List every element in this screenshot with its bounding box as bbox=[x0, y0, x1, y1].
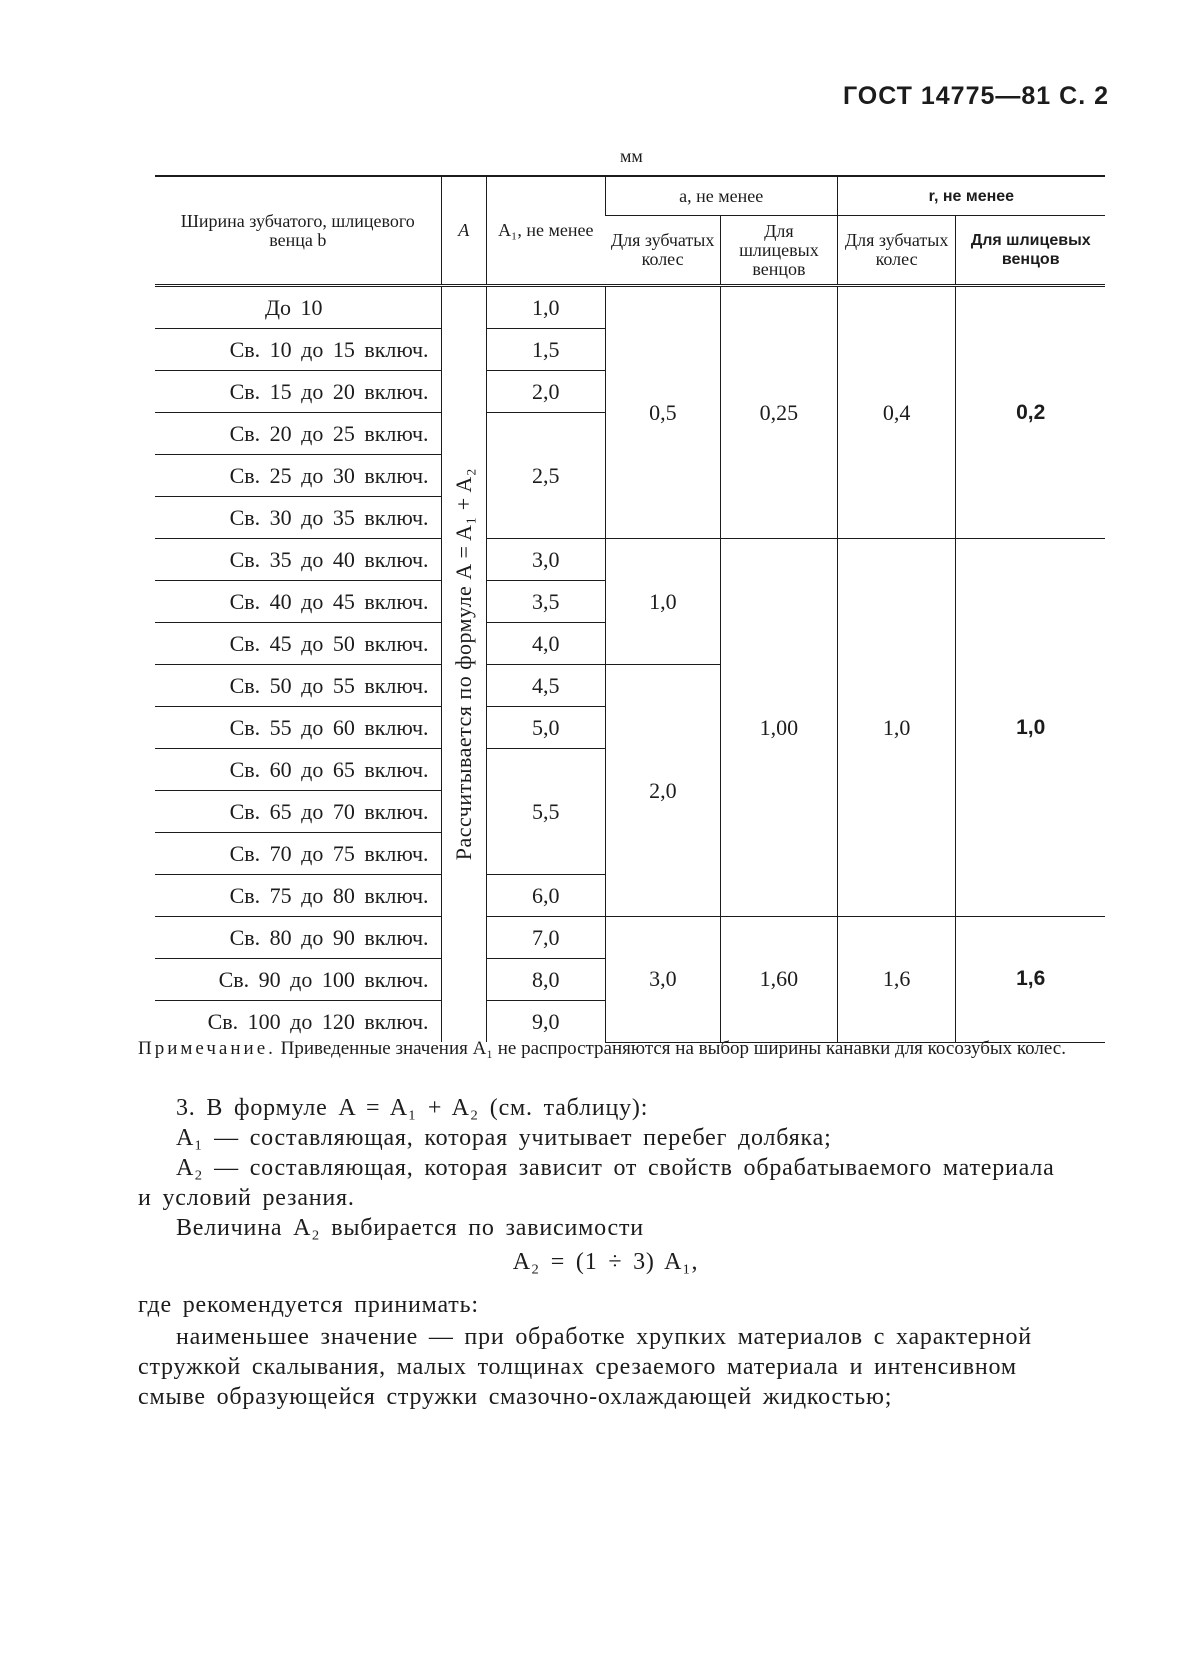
formula-vertical-text: Рассчитывается по формуле A = A₁ + A₂ bbox=[450, 468, 476, 861]
table-cell-a-gear: 2,0 bbox=[605, 665, 721, 917]
subheader-r-gear: Для зубчатых колес bbox=[837, 216, 956, 286]
paragraph-a1-definition: A₁ — составляющая, которая учитывает перебег долбяка; bbox=[176, 1125, 832, 1151]
col-header-b: Ширина зубчатого, шлицевого венца b bbox=[155, 176, 441, 286]
table-cell-r-gear: 0,4 bbox=[837, 286, 956, 539]
table-cell-a1: 5,0 bbox=[486, 707, 605, 749]
table-row-b: Св. 25 до 30 включ. bbox=[155, 455, 441, 497]
note-text: Приведенные значения A₁ не распространяются на выбор ширины канавки для косозубых колес. bbox=[280, 1038, 1066, 1059]
formula-cell bbox=[441, 286, 486, 1043]
table-cell-a1: 5,5 bbox=[486, 749, 605, 875]
table-row-b: Св. 65 до 70 включ. bbox=[155, 791, 441, 833]
col-header-a: A bbox=[441, 176, 486, 286]
table-row-b: Св. 30 до 35 включ. bbox=[155, 497, 441, 539]
table-cell-a1: 7,0 bbox=[486, 917, 605, 959]
groove-width-table bbox=[155, 175, 1105, 1043]
paragraph-min-value: наименьшее значение — при обработке хрупких материалов с характерной стружкой скалывания, малых толщинах срезаемого материала и интенсивном смыве образующейся стружки смазочно-охлаждающей жидкостью; bbox=[138, 1324, 1032, 1410]
table-row-b: Св. 70 до 75 включ. bbox=[155, 833, 441, 875]
table-row-b: Св. 45 до 50 включ. bbox=[155, 623, 441, 665]
table-cell-a1: 3,0 bbox=[486, 539, 605, 581]
col-header-a1: A₁, не менее bbox=[486, 176, 605, 286]
table-cell-a1: 2,5 bbox=[486, 413, 605, 539]
table-row-b: Св. 60 до 65 включ. bbox=[155, 749, 441, 791]
table-cell-a1: 1,5 bbox=[486, 329, 605, 371]
table-row-b: Св. 80 до 90 включ. bbox=[155, 917, 441, 959]
table-cell-a-gear: 3,0 bbox=[605, 917, 721, 1043]
table-row-b: Св. 20 до 25 включ. bbox=[155, 413, 441, 455]
subheader-r-spline: Для шлицевых венцов bbox=[956, 216, 1105, 286]
table-row-b: Св. 35 до 40 включ. bbox=[155, 539, 441, 581]
table-row-b: Св. 10 до 15 включ. bbox=[155, 329, 441, 371]
table-cell-a1: 4,5 bbox=[486, 665, 605, 707]
running-head: ГОСТ 14775—81 С. 2 bbox=[842, 82, 1109, 110]
table-note bbox=[138, 1037, 1073, 1061]
paragraph-recommend: где рекомендуется принимать: bbox=[138, 1292, 479, 1318]
table-row-b: До 10 bbox=[155, 286, 441, 329]
table-cell-r-spline: 0,2 bbox=[956, 286, 1105, 539]
table-row-b: Св. 15 до 20 включ. bbox=[155, 371, 441, 413]
table-cell-r-spline: 1,6 bbox=[956, 917, 1105, 1043]
table-cell-r-gear: 1,6 bbox=[837, 917, 956, 1043]
table-cell-a-gear: 1,0 bbox=[605, 539, 721, 665]
table-row-b: Св. 55 до 60 включ. bbox=[155, 707, 441, 749]
table-row-b: Св. 90 до 100 включ. bbox=[155, 959, 441, 1001]
paragraph-3: 3. В формуле A = A₁ + A₂ (см. таблицу): bbox=[176, 1095, 649, 1121]
table-row-b: Св. 100 до 120 включ. bbox=[207, 1008, 429, 1034]
paragraph-a2-definition: A₂ — составляющая, которая зависит от свойств обрабатываемого материала и условий резания. bbox=[138, 1155, 1055, 1211]
table-cell-a1: 9,0 bbox=[486, 1001, 605, 1043]
table-cell-a1: 4,0 bbox=[486, 623, 605, 665]
paragraph-a2-choice: Величина A₂ выбирается по зависимости bbox=[176, 1215, 644, 1241]
formula-a2: A₂ = (1 ÷ 3) A₁, bbox=[512, 1249, 699, 1275]
table-row-b: Св. 40 до 45 включ. bbox=[155, 581, 441, 623]
note-label: Примечание. bbox=[138, 1038, 276, 1059]
table-cell-a-spline: 0,25 bbox=[721, 286, 838, 539]
table-cell-r-gear: 1,0 bbox=[837, 539, 956, 917]
table-cell-a1: 2,0 bbox=[486, 371, 605, 413]
table-cell-a-gear: 0,5 bbox=[605, 286, 721, 539]
subheader-a-spline: Для шлицевых венцов bbox=[721, 216, 838, 286]
group-header-r: r, не менее bbox=[837, 176, 1105, 216]
subheader-a-gear: Для зубчатых колес bbox=[605, 216, 721, 286]
table-row-b: Св. 75 до 80 включ. bbox=[155, 875, 441, 917]
table-row-b: Св. 50 до 55 включ. bbox=[155, 665, 441, 707]
table-cell-a1: 1,0 bbox=[486, 286, 605, 329]
table-cell-a1: 8,0 bbox=[486, 959, 605, 1001]
table-cell-a-spline: 1,00 bbox=[721, 539, 838, 917]
group-header-a: a, не менее bbox=[605, 176, 837, 216]
table-cell-a1: 3,5 bbox=[486, 581, 605, 623]
table-cell-a1: 6,0 bbox=[486, 875, 605, 917]
table-cell-r-spline: 1,0 bbox=[956, 539, 1105, 917]
table-units: мм bbox=[620, 146, 643, 166]
table-cell-a-spline: 1,60 bbox=[721, 917, 838, 1043]
